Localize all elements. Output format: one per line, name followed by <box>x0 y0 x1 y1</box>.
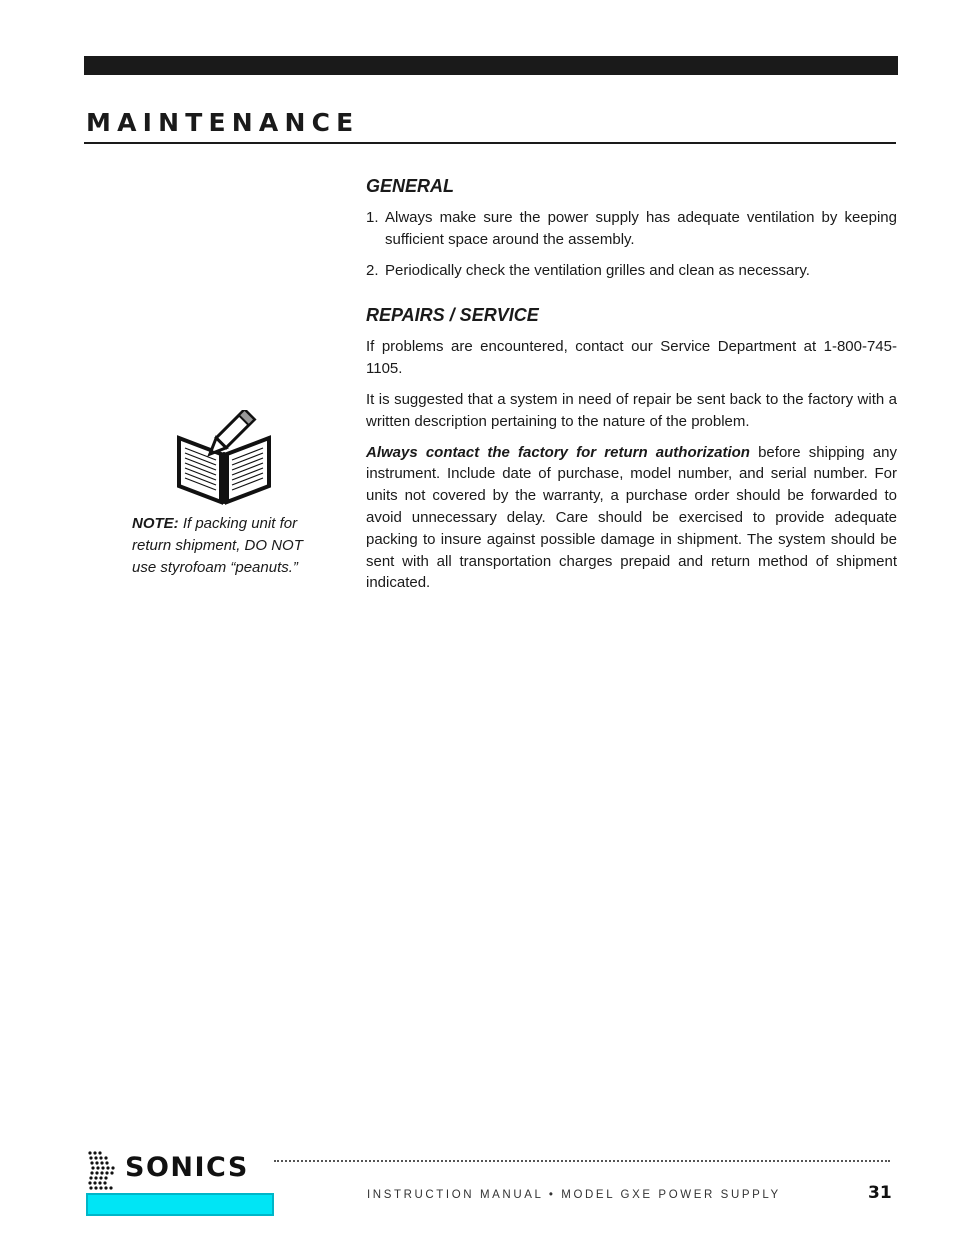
main-content <box>366 174 897 603</box>
note-text: If packing unit for return shipment, DO NOT use styrofoam “peanuts.” <box>132 515 303 576</box>
sonics-logo: SONICS <box>125 1152 249 1183</box>
list-item-text: Always make sure the power supply has adequate ventilation by keeping sufficient space around the assembly. <box>385 209 897 248</box>
header-bar <box>84 56 898 75</box>
page-title: MAINTENANCE <box>86 108 360 137</box>
sonics-logo-mark <box>86 1150 116 1192</box>
authorization-paragraph <box>366 442 897 595</box>
repairs-heading: REPAIRS / SERVICE <box>366 305 539 326</box>
book-pencil-icon <box>176 410 272 506</box>
general-heading: GENERAL <box>366 176 455 196</box>
list-item-text: Periodically check the ventilation grilles and clean as necessary. <box>385 261 810 279</box>
sidebar-note <box>132 513 312 579</box>
footer-text: INSTRUCTION MANUAL • MODEL GXE POWER SUPPLY <box>367 1189 781 1201</box>
contact-paragraph: If problems are encountered, contact our Service Department at 1-800-745-1105. <box>366 338 897 378</box>
page-number: 31 <box>868 1183 892 1203</box>
authorization-emphasis: Always contact the factory for return authorization <box>366 443 750 461</box>
authorization-text: before shipping any instrument. Include date of purchase, model number, and serial number. For units not covered by the warranty, a purchase order should be forwarded to avoid unnecessary delay. Care should be exercised to provide adequate packing to insure against possible damage in shipment. The system should be sent with all transportation charges prepaid and return method of shipment indicated. <box>366 443 897 592</box>
list-item <box>366 260 897 282</box>
list-item-number: 2. <box>366 261 379 279</box>
dotted-divider <box>274 1160 890 1162</box>
list-item <box>366 207 897 251</box>
title-rule <box>84 142 896 144</box>
list-item-number: 1. <box>366 209 379 226</box>
accent-bar <box>86 1193 274 1216</box>
note-label: NOTE: <box>132 515 179 532</box>
repair-paragraph: It is suggested that a system in need of repair be sent back to the factory with a written description pertaining to the nature of the problem. <box>366 390 897 430</box>
